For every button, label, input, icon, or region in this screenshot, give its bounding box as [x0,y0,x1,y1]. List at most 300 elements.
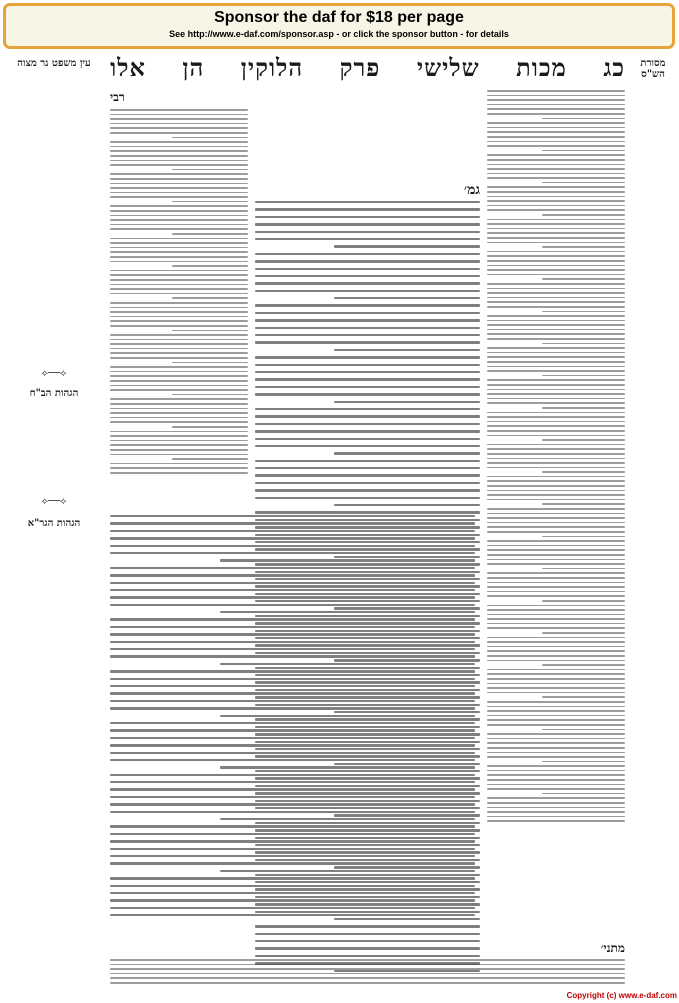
text-line [110,431,248,433]
text-line [542,471,625,473]
text-line [487,770,625,772]
text-line [542,664,625,666]
copyright-notice[interactable]: Copyright (c) www.e-daf.com [566,991,677,1000]
text-line [110,722,475,724]
text-line [487,453,625,455]
text-line [110,366,248,368]
text-line [110,707,475,709]
text-line [487,265,625,267]
text-line [542,793,625,795]
text-line [110,467,248,469]
text-line [487,398,625,400]
text-line [110,155,248,157]
text-line [487,164,625,166]
text-line [487,320,625,322]
text-line [110,307,248,309]
text-line [110,375,248,377]
text-line [172,394,248,396]
text-line [542,246,625,248]
text-line [487,297,625,299]
text-line [110,293,248,295]
text-line [487,591,625,593]
text-line [542,439,625,441]
text-line [487,361,625,363]
text-line [110,803,475,805]
text-line [487,637,625,639]
text-line [487,232,625,234]
text-line [110,150,248,152]
text-line [110,618,475,620]
text-line [255,393,480,395]
text-line [487,127,625,129]
text-line [255,216,480,218]
text-line [220,818,476,820]
text-line [487,609,625,611]
text-line [487,301,625,303]
text-line [487,513,625,515]
text-line [255,208,480,210]
text-line [542,150,625,152]
text-line [110,127,248,129]
text-line [110,215,248,217]
text-line [487,802,625,804]
text-line [487,255,625,257]
text-line [255,290,480,292]
text-line [110,320,248,322]
text-line [487,701,625,703]
text-line [487,641,625,643]
text-line [110,385,248,387]
text-line [110,196,248,198]
text-line [487,572,625,574]
text-line [110,796,475,798]
text-line [110,389,248,391]
text-line [110,877,475,879]
text-line [255,268,480,270]
text-line [487,242,625,244]
title-word: פרק [339,53,381,82]
text-line [255,312,480,314]
text-line [110,655,475,657]
text-line [110,279,248,281]
ein-mishpat-title: עין משפט נר מצוה [17,58,91,69]
text-line [487,389,625,391]
text-line [487,650,625,652]
text-line [110,398,248,400]
text-line [110,339,248,341]
text-line [110,219,248,221]
text-line [255,356,480,358]
text-line [542,278,625,280]
text-line [487,710,625,712]
text-line [110,885,475,887]
text-line [110,648,475,650]
text-line [487,352,625,354]
text-line [110,840,475,842]
text-line [487,370,625,372]
text-line [487,545,625,547]
text-line [487,719,625,721]
text-line [110,160,248,162]
text-line [110,421,248,423]
text-line [487,614,625,616]
text-line [542,600,625,602]
text-line [487,586,625,588]
text-line [487,605,625,607]
text-line [255,445,480,447]
text-line [110,633,475,635]
text-line [487,435,625,437]
text-line [487,196,625,198]
text-line [110,247,248,249]
text-line [487,425,625,427]
text-line [220,870,476,872]
text-line [110,907,475,909]
text-line [110,118,248,120]
text-line [110,604,475,606]
tosafot-commentary [110,90,248,510]
text-line [487,563,625,565]
text-line [110,334,248,336]
text-line [487,108,625,110]
text-line [172,265,248,267]
text-line [110,848,475,850]
text-line [172,362,248,364]
text-line [110,463,248,465]
text-line [110,109,248,111]
text-line [110,242,248,244]
text-line [487,531,625,533]
text-line [487,627,625,629]
masoret-hashas-rail [627,50,679,990]
text-line [487,752,625,754]
text-line [487,816,625,818]
text-line [255,415,480,417]
text-line [255,201,480,203]
text-line [110,537,475,539]
text-line [487,209,625,211]
text-line [110,959,625,961]
text-line [542,536,625,538]
text-line [255,467,480,469]
text-line [542,729,625,731]
text-line [487,205,625,207]
text-line [487,412,625,414]
gemara-marker: גמ׳ [463,182,480,198]
text-line [255,341,480,343]
text-line [487,747,625,749]
text-line [172,330,248,332]
text-line [487,742,625,744]
text-line [487,274,625,276]
text-line [110,238,248,240]
text-line [110,454,248,456]
text-line [110,678,475,680]
tosafot-text [110,109,248,510]
text-line [110,141,248,143]
text-line [110,589,475,591]
bottom-commentary-text [110,959,625,985]
text-line [487,678,625,680]
text-line [487,251,625,253]
text-line [110,352,248,354]
text-line [110,596,475,598]
text-line [110,274,248,276]
text-line [487,329,625,331]
text-line [255,430,480,432]
rashi-commentary [487,90,625,985]
text-line [487,807,625,809]
text-line [487,774,625,776]
text-line [487,90,625,92]
masoret-hashas-title: מסורת הש"ס [640,58,666,80]
text-line [487,104,625,106]
text-line [487,494,625,496]
text-line [110,855,475,857]
text-line [110,574,475,576]
talmud-page [0,50,679,1003]
text-line [110,982,625,984]
text-line [487,485,625,487]
text-line [487,159,625,161]
bottom-commentary-strip [110,940,625,985]
text-line [172,233,248,235]
text-line [110,417,248,419]
text-line [487,141,625,143]
text-line [110,449,248,451]
text-line [110,774,475,776]
text-line [110,187,248,189]
text-line [487,237,625,239]
text-line [110,670,475,672]
text-line [542,696,625,698]
text-line [542,118,625,120]
text-line [487,122,625,124]
text-line [110,825,475,827]
text-line [110,968,625,970]
text-line [110,892,475,894]
text-line [110,325,248,327]
text-line [110,164,248,166]
text-line [487,384,625,386]
text-line [110,641,475,643]
text-line [487,549,625,551]
text-line [110,833,475,835]
text-line [487,95,625,97]
text-line [487,540,625,542]
text-line [110,192,248,194]
text-line [172,201,248,203]
text-line [255,327,480,329]
text-line [542,375,625,377]
text-line [487,356,625,358]
text-line [255,408,480,410]
text-line [487,393,625,395]
text-line [110,444,248,446]
text-line [110,737,475,739]
hagahot-hagra-title: הגהות הגר"א [27,518,81,529]
text-line [487,669,625,671]
text-line [487,517,625,519]
text-line [255,260,480,262]
text-line [172,297,248,299]
text-line [255,231,480,233]
text-line [487,228,625,230]
text-line [487,402,625,404]
text-line [487,186,625,188]
text-line [110,348,248,350]
text-line [487,467,625,469]
text-line [110,403,248,405]
text-line [487,476,625,478]
text-line [110,302,248,304]
text-line [110,899,475,901]
text-line [255,275,480,277]
text-line [542,407,625,409]
text-line [334,452,480,454]
text-line [487,306,625,308]
sponsor-title[interactable]: Sponsor the daf for $18 per page [214,9,464,26]
text-line [255,423,480,425]
text-line [255,334,480,336]
text-line [110,357,248,359]
text-line [110,914,475,916]
text-line [110,472,248,474]
ein-mishpat-text [6,90,102,360]
text-line [110,256,248,258]
text-line [110,224,248,226]
text-line [487,756,625,758]
hagahot-habach-text [6,400,102,490]
text-line [487,200,625,202]
text-line [487,724,625,726]
text-line [110,964,625,966]
text-line [255,438,480,440]
text-line [110,515,475,517]
text-line [110,123,248,125]
text-line [255,223,480,225]
text-line [172,169,248,171]
rashi-text [487,90,625,985]
text-line [487,779,625,781]
text-line [110,700,475,702]
text-line [487,784,625,786]
text-line [110,288,248,290]
text-line [110,205,248,207]
text-line [110,380,248,382]
text-line [255,319,480,321]
text-line [487,820,625,822]
text-line [487,733,625,735]
text-line [487,366,625,368]
text-line [487,168,625,170]
text-line [110,183,248,185]
title-word: הן [182,53,205,82]
text-line [487,177,625,179]
sponsor-subtitle[interactable]: See http://www.e-daf.com/sponsor.asp - or click the sponsor button - for details [169,29,509,39]
text-line [487,559,625,561]
text-line [487,715,625,717]
text-line [255,511,480,513]
title-word: כג [603,53,625,82]
text-line [487,269,625,271]
text-line [110,545,475,547]
text-line [487,797,625,799]
text-line [110,228,248,230]
text-line [487,333,625,335]
text-line [255,497,480,499]
text-line [487,223,625,225]
text-line [110,371,248,373]
text-line [110,261,248,263]
text-line [542,632,625,634]
text-line [220,766,476,768]
text-line [255,460,480,462]
text-line [487,554,625,556]
text-line [487,416,625,418]
title-word: הלוקין [240,53,304,82]
text-line [487,191,625,193]
text-line [487,490,625,492]
text-line [487,462,625,464]
text-line [110,744,475,746]
text-line [487,499,625,501]
text-line [110,440,248,442]
text-line [110,173,248,175]
text-line [110,729,475,731]
gemara-lower-block [110,515,475,935]
text-line [487,623,625,625]
text-line [110,788,475,790]
text-line [110,811,475,813]
text-line [255,282,480,284]
text-line [487,788,625,790]
text-line [487,480,625,482]
text-line [110,752,475,754]
ein-mishpat-rail [0,50,108,990]
text-line [487,347,625,349]
text-line [110,567,475,569]
text-line [487,338,625,340]
text-line [255,304,480,306]
text-line [542,568,625,570]
text-line [110,210,248,212]
text-line [487,706,625,708]
divider-ornament-icon: ⟡──⟡ [41,496,67,507]
text-line [542,311,625,313]
text-line [487,113,625,115]
text-line [255,378,480,380]
text-line [487,765,625,767]
text-line [487,683,625,685]
text-line [487,315,625,317]
text-line [487,577,625,579]
text-line [255,238,480,240]
text-line [334,245,480,247]
text-line [110,626,475,628]
title-word: שלישי [416,53,480,82]
text-line [110,977,625,979]
text-line [487,136,625,138]
text-line [487,324,625,326]
text-line [487,595,625,597]
text-line [255,386,480,388]
text-line [220,663,476,665]
sponsor-banner[interactable] [3,3,675,49]
text-line [220,611,476,613]
text-line [542,503,625,505]
text-line [255,253,480,255]
